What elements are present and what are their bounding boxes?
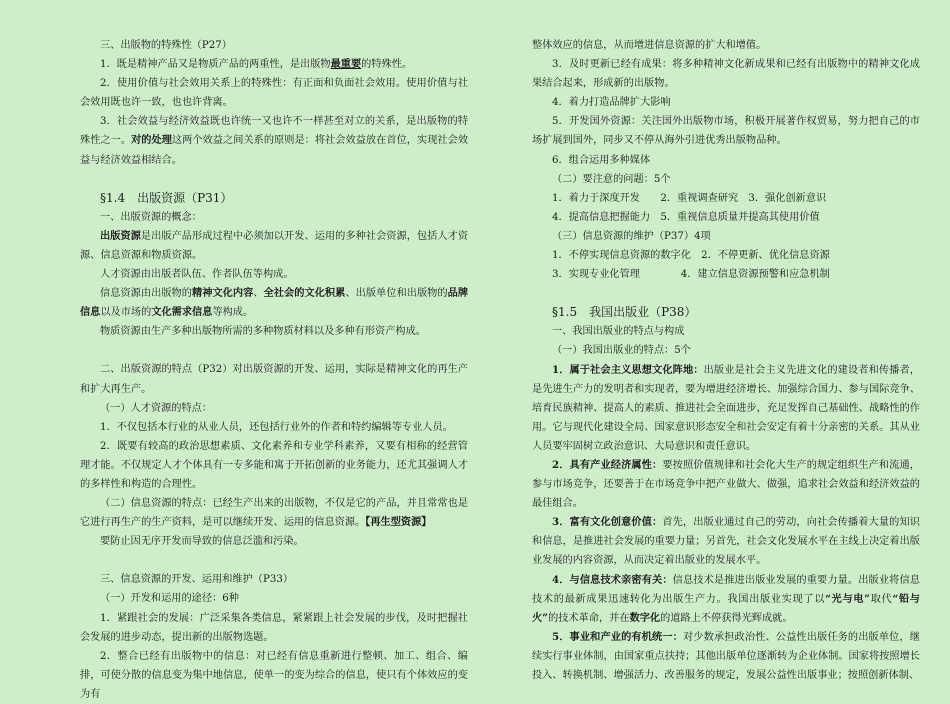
paragraph [80,112,468,169]
emphasis-text: 【再生型资源】 [365,516,432,529]
subheading: 一、出版资源的概念： [100,211,202,223]
paragraph [80,284,468,322]
section-heading-1-5: §1.5 我国出版业（P38） [552,305,697,320]
emphasis-text: 5．事业和产业的有机统一： [552,630,683,643]
paragraph: 二、出版资源的特点（P32）对出版资源的开发、运用，实际是精神文化的再生产和扩大再生产。 [80,364,468,395]
emphasis-text: “铅与火” [532,592,920,624]
text: 是出版产品形成过程中必须加以开发、运用的多种社会资源，包括人才资源、信息资源和物质资源。 [80,230,469,261]
subheading: （一）人才资源的特点： [100,402,213,414]
text: 的道路上不停获得光辉成就。 [660,612,793,624]
emphasis-text: 文化需求信息 [151,306,213,319]
paragraph: 要防止因无序开发而导致的信息泛滥和污染。 [100,536,304,548]
paragraph [80,227,468,265]
subheading: 三、信息资源的开发、运用和维护（P33） [100,574,294,586]
text: 首先，出版业通过自己的劳动，向社会传播着大量的知识和信息，是推进社会发展的重要力量；另首先，社会文化发展水平在主线上决定着出版业发展的内容资源，从而决定着出版业的发展水平。 [532,517,920,567]
spacer [80,551,468,570]
right-column [532,36,920,685]
text: 信息技术是推进出版业发展的重要力量。出版业将信息技术的最新成果迅速转化为出版生产力。我国出版业实现了以 [532,574,920,605]
text: 要按照价值规律和社会化大生产的规定组织生产和流通，参与市场竞争，还要善于在市场竞争中把产业做大、做强，追求社会效益和经济效益的最佳组合。 [532,459,920,510]
paragraph: 1．紧跟社会的发展：广泛采集各类信息，紧紧跟上社会发展的步伐，及时把握社会发展的进步动态，提出新的出版物选题。 [80,612,468,643]
emphasis-text: 2．具有产业经济属性： [552,458,663,471]
paragraph: 人才资源由出版者队伍、作者队伍等构成。 [100,269,294,281]
text: 、 [253,288,264,300]
paragraph: 4．着力打造品牌扩大影响 [552,97,671,109]
paragraph [80,55,468,74]
subheading: （三）信息资源的维护（P37）4项 [552,230,711,242]
text: 、出版单位和出版物的 [345,288,448,300]
spacer [532,284,920,303]
paragraph [532,571,920,628]
subheading: （二）要注意的问题：5个 [552,173,671,185]
emphasis-text: 3．富有文化创意价值： [552,516,663,529]
emphasis-text: 4．与信息技术亲密有关： [552,573,673,586]
subheading: （一）开发和运用的途径：6种 [100,593,239,605]
subheading: 一、我国出版业的特点与构成 [552,326,685,338]
emphasis-text: 出版资源 [100,229,141,242]
emphasis-text: 全社会的文化积累 [263,287,346,300]
emphasis-text: 最重要 [330,58,362,71]
paragraph: 2．使用价值与社会效用关系上的特殊性：有正面和负面社会效用。使用价值与社会效用既也许一致，也也许背离。 [80,78,468,109]
paragraph: 物质资源由生产多种出版物所需的多种物质材料以及多种有形资产构成。 [100,326,426,338]
emphasis-text: 数字化 [629,611,661,624]
paragraph: 4．提高信息把握能力 5．重视信息质量并提高其使用价值 [552,211,820,223]
paragraph: 整体效应的信息，从而增进信息资源的扩大和增值。 [532,40,767,51]
emphasis-text: 1．属于社会主义思想文化阵地： [552,363,704,376]
paragraph [80,494,468,532]
paragraph [532,628,920,685]
paragraph: 2．既要有较高的政治思想素质、文化素养和专业学科素养，又要有相称的经营管理才能。不仅规定人才个体具有一专多能和寓于开拓创新的业务能力，还尤其强调人才的多样性和构造的合理性。 [80,440,468,490]
text: 1．既是精神产品又是物质产品的两重性，是出版物 [100,59,331,71]
text: 以及市场的 [100,307,152,319]
text: 等构成。 [212,307,254,319]
paragraph: 3．实现专业化管理 4．建立信息资源预警和应急机制 [552,269,830,281]
paragraph [532,513,920,570]
paragraph: 1．不停实现信息资源的数字化 2．不停更新、优化信息资源 [552,250,830,262]
text: （二）信息资源的特点：已经生产出来的出版物，不仅是它的产品，并且常常也是它进行再生产的生产资料，是可以继续开发、运用的信息资源。 [80,498,468,529]
paragraph [532,456,920,513]
spacer [80,170,468,189]
subheading: （一）我国出版业的特点：5个 [552,345,691,357]
paragraph [532,361,920,456]
text: 取代 [870,593,893,605]
paragraph: 6．组合运用多种媒体 [552,154,651,166]
emphasis-text: 品牌信息 [80,287,469,319]
spacer [80,341,468,360]
paragraph: 5．开发国外资源：关注国外出版物市场，积极开展著作权贸易，努力把自己的市场扩展到国外，同步又不停从海外引进优秀出版物品种。 [532,116,920,147]
emphasis-text: 对的处理 [131,134,172,147]
paragraph: 1．不仅包括本行业的从业人员，还包括行业外的作者和特约编辑等专业人员。 [100,421,453,433]
text: 出版业是社会主义先进文化的建设者和传播者，是先进生产力的发明者和实现者，要为增进经济增长、加强综合国力、参与国际竞争、培育民族精神、提高人的素质、推进社会全面进步，充足发挥自己基础性、战略性的作用。它与现代化建设全局、国家意识形态安全和社会安定有着十分亲密的关系。其从业人员要牢固树立政治意识、大局意识和责任意识。 [532,364,920,452]
text: 这两个效益之间关系的原则是：将社会效益放在首位，实现社会效益与经济效益相结合。 [80,135,469,166]
text: 的技术革命，并在 [548,612,630,624]
emphasis-text: 精神文化内容 [192,287,254,300]
text: 信息资源由出版物的 [100,288,193,300]
paragraph: 2．整合已经有出版物中的信息：对已经有信息重新进行整顿、加工、组合、编排，可使分散的信息变为集中地信息，使单一的变为综合的信息，使只有个体效应的变为有 [80,650,468,700]
text: 3．社会效益与经济效益既也许统一又也许不一样甚至对立的关系，是出版物的特殊性之一。 [80,116,468,147]
left-column [80,36,468,704]
emphasis-text: “光与电” [825,592,871,605]
text: 对少数承担政治性、公益性出版任务的出版单位，继续实行事业体制，由国家重点扶持；其他出版单位逐渐转为企业体制。国家将按照增长投入、转换机制、增强活力、改善服务的规定，发展公益性出版事业；按照创新体制、 [532,631,920,681]
text: 的特殊性。 [361,59,413,71]
heading-publication-characteristics: 三、出版物的特殊性（P27） [100,40,232,51]
paragraph: 1．着力于深度开发 2．重视调查研究 3．强化创新意识 [552,192,827,204]
paragraph: 3．及时更新已经有成果：将多种精神文化新成果和已经有出版物中的精神文化成果结合起来，形成新的出版物。 [532,59,920,90]
section-heading-1-4: §1.4 出版资源（P31） [100,190,233,205]
